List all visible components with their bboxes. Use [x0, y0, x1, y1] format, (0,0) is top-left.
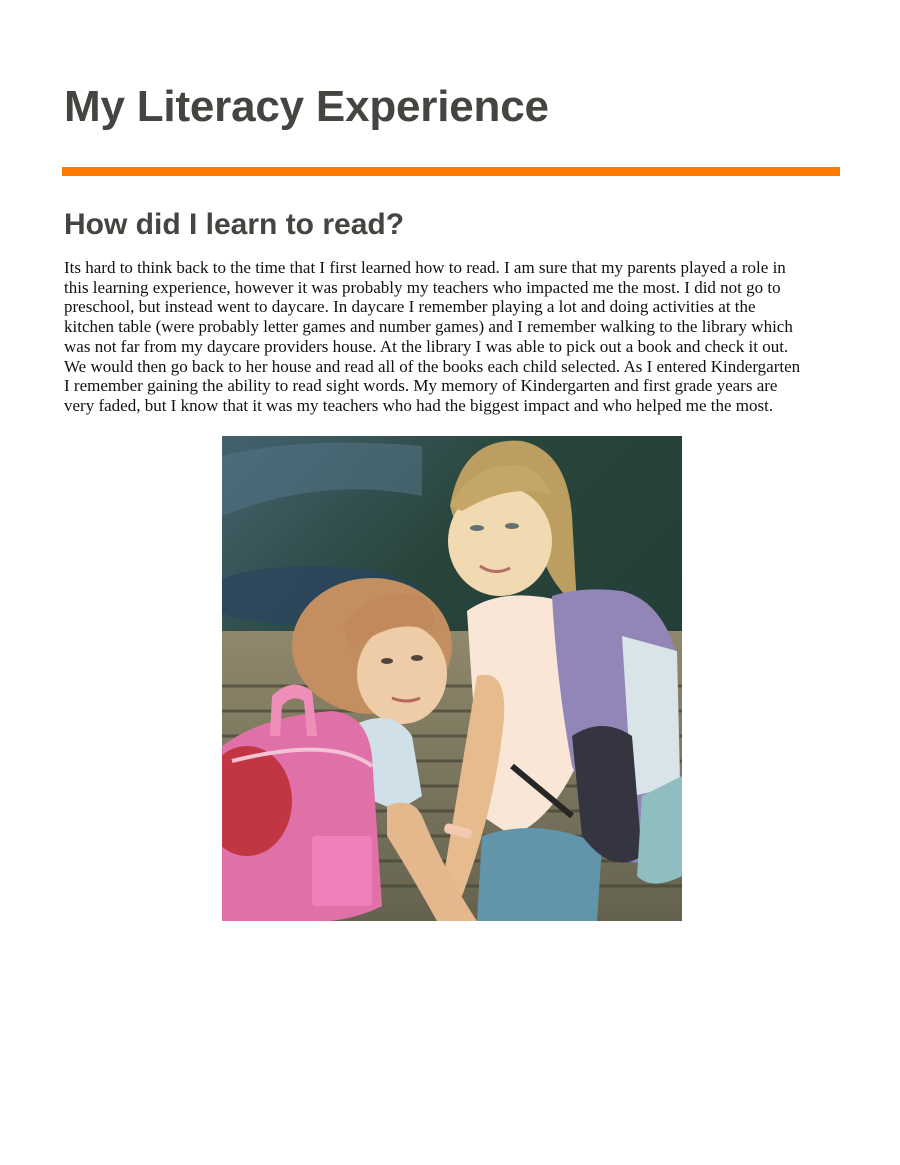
title-divider — [62, 167, 840, 176]
paragraph-line: Its hard to think back to the time that I first learned how to read. I am sure that my parents played a role in — [64, 258, 786, 277]
paragraph-line: was not far from my daycare providers house. At the library I was able to pick out a book and check it out. — [64, 336, 789, 356]
body-paragraph — [64, 258, 854, 416]
paragraph-line: We would then go back to her house and read all of the books each child selected. As I entered Kindergarten — [64, 356, 801, 376]
paragraph-line: preschool, but instead went to daycare. In daycare I remember playing a lot and doing activities at the — [64, 297, 756, 317]
paragraph-line: I remember gaining the ability to read sight words. My memory of Kindergarten and first grade years are — [64, 376, 778, 396]
paragraph-line: this learning experience, however it was probably my teachers who impacted me the most. I did not go to — [64, 277, 781, 297]
photo-two-girls-with-backpacks — [222, 436, 682, 921]
photo-illustration — [222, 436, 682, 921]
paragraph-line: very faded, but I know that it was my teachers who had the biggest impact and who helped me the most. — [64, 395, 774, 415]
paragraph-line: kitchen table (were probably letter games and number games) and I remember walking to the library which — [64, 317, 793, 337]
section-heading: How did I learn to read? — [64, 208, 405, 241]
document-title: My Literacy Experience — [64, 82, 549, 131]
